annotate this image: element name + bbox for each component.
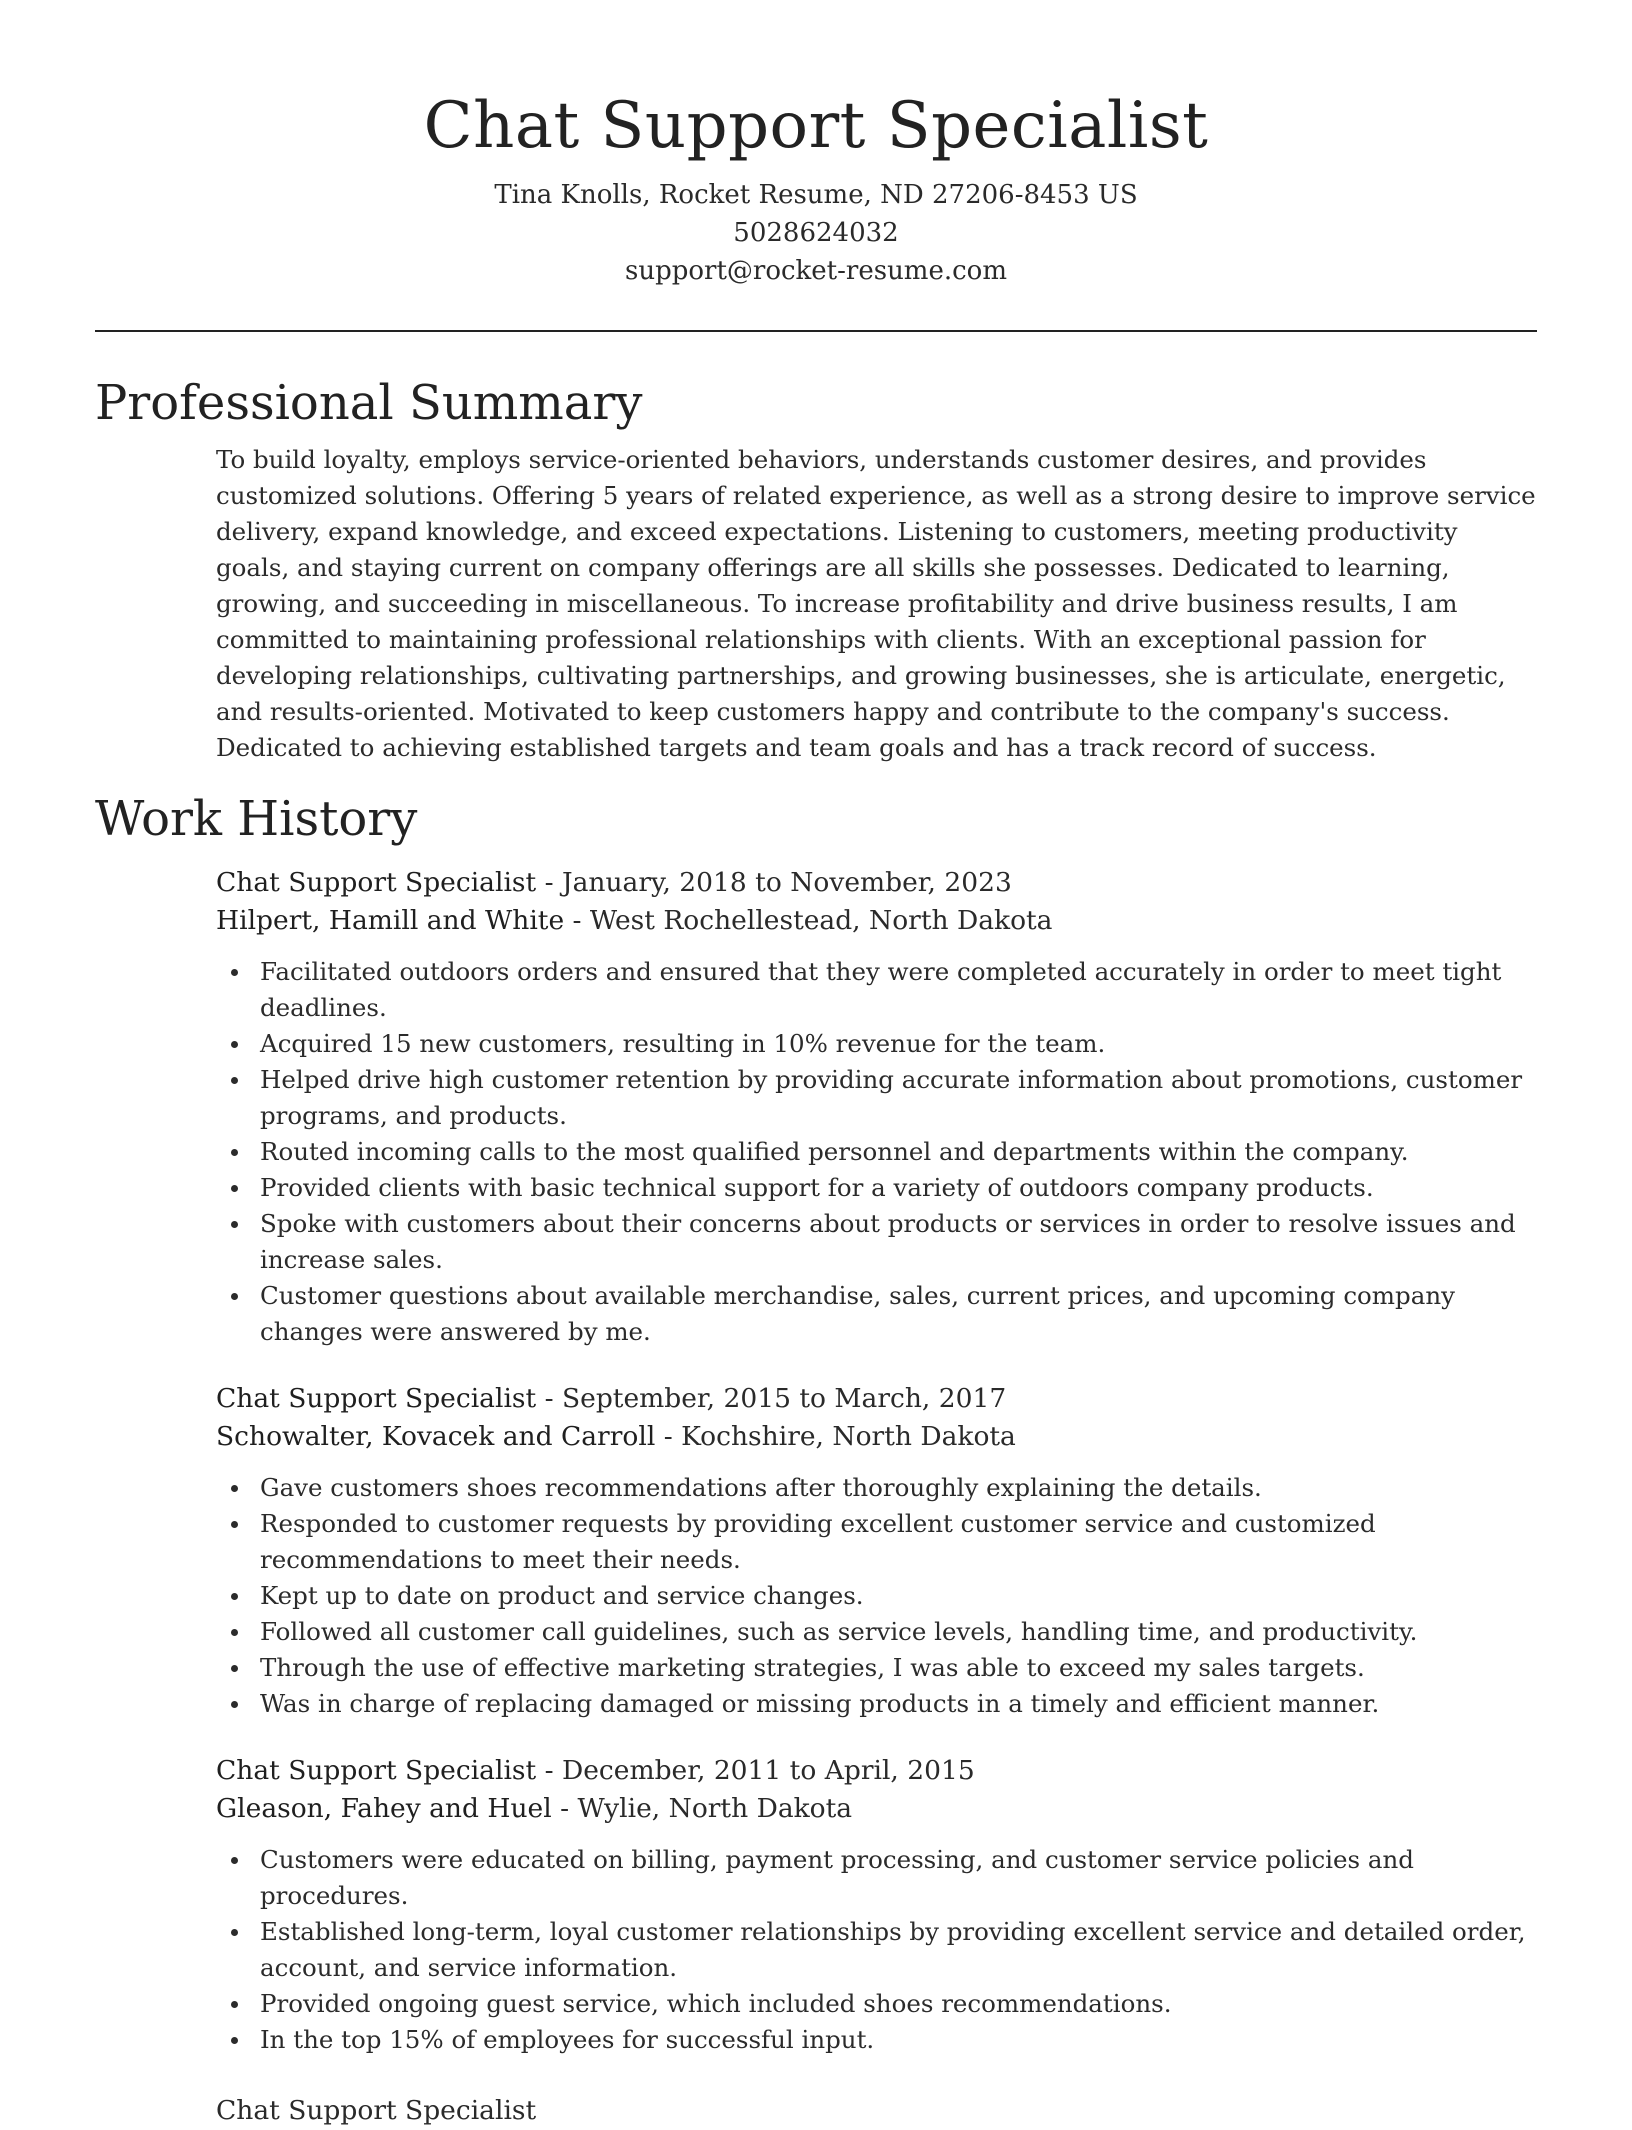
job-location: - West Rochellestead, North Dakota (564, 905, 1053, 936)
job-entry (216, 1752, 1537, 2058)
resume-page (95, 0, 1537, 2058)
job-company: Hilpert, Hamill and White (216, 905, 565, 936)
list-item (216, 1170, 1537, 1206)
list-item (216, 1062, 1537, 1134)
next-job-title-partial: Chat Support Specialist (216, 2095, 537, 2126)
bullet-dot-icon (231, 1041, 238, 1048)
job-title-line (216, 1380, 1537, 1418)
job-title: Chat Support Specialist (216, 1755, 537, 1786)
job-bullet-list (216, 1470, 1537, 1722)
job-title: Chat Support Specialist (216, 867, 537, 898)
list-item (216, 1134, 1537, 1170)
list-item (216, 1026, 1537, 1062)
list-item (216, 1650, 1537, 1686)
bullet-text: Was in charge of replacing damaged or missing products in a timely and efficient manner. (260, 1689, 1380, 1718)
list-item (216, 1842, 1537, 1914)
job-company: Gleason, Fahey and Huel (216, 1793, 552, 1824)
contact-block (95, 176, 1537, 290)
resume-title: Chat Support Specialist (423, 89, 1209, 163)
header-divider (95, 330, 1537, 332)
bullet-dot-icon (231, 1857, 238, 1864)
job-entry (216, 1380, 1537, 1722)
bullet-dot-icon (231, 1665, 238, 1672)
bullet-dot-icon (231, 1929, 238, 1936)
bullet-dot-icon (231, 1593, 238, 1600)
job-company-line (216, 1418, 1537, 1456)
bullet-dot-icon (231, 1293, 238, 1300)
list-item (216, 1686, 1537, 1722)
bullet-dot-icon (231, 969, 238, 976)
summary-heading: Professional Summary (95, 375, 643, 431)
bullet-text: Facilitated outdoors orders and ensured that they were completed accurately in order to meet tight deadlines. (260, 957, 1502, 1022)
list-item (216, 1470, 1537, 1506)
job-company-line (216, 1790, 1537, 1828)
bullet-dot-icon (231, 1701, 238, 1708)
job-entry (216, 864, 1537, 1350)
job-title-line (216, 1752, 1537, 1790)
contact-address: Tina Knolls, Rocket Resume, ND 27206-8453 US (494, 180, 1138, 210)
bullet-text: Customer questions about available merchandise, sales, current prices, and upcoming company changes were answered by me. (260, 1281, 1455, 1346)
resume-header (95, 0, 1537, 290)
bullet-text: Kept up to date on product and service changes. (260, 1581, 864, 1610)
contact-phone: 5028624032 (733, 218, 899, 248)
bullet-dot-icon (231, 2037, 238, 2044)
bullet-dot-icon (231, 2001, 238, 2008)
bullet-text: Followed all customer call guidelines, such as service levels, handling time, and productivity. (260, 1617, 1418, 1646)
work-history-heading: Work History (95, 791, 418, 847)
bullet-text: Customers were educated on billing, payment processing, and customer service policies and procedures. (260, 1845, 1414, 1910)
bullet-text: Through the use of effective marketing strategies, I was able to exceed my sales targets. (260, 1653, 1365, 1682)
job-title-line (216, 864, 1537, 902)
bullet-text: Helped drive high customer retention by providing accurate information about promotions, customer programs, and products. (260, 1065, 1523, 1130)
bullet-dot-icon (231, 1149, 238, 1156)
job-title: Chat Support Specialist (216, 1383, 537, 1414)
list-item (216, 1206, 1537, 1278)
bullet-text: Responded to customer requests by providing excellent customer service and customized recommendations to meet their needs. (260, 1509, 1376, 1574)
bullet-text: Gave customers shoes recommendations after thoroughly explaining the details. (260, 1473, 1262, 1502)
job-location: - Kochshire, North Dakota (655, 1421, 1016, 1452)
bullet-dot-icon (231, 1185, 238, 1192)
bullet-text: In the top 15% of employees for successful input. (260, 2025, 875, 2054)
contact-email: support@rocket-resume.com (624, 256, 1007, 286)
bullet-dot-icon (231, 1077, 238, 1084)
job-bullet-list (216, 1842, 1537, 2058)
list-item (216, 1578, 1537, 1614)
list-item (216, 1506, 1537, 1578)
job-bullet-list (216, 954, 1537, 1350)
bullet-text: Routed incoming calls to the most qualified personnel and departments within the company. (260, 1137, 1409, 1166)
job-dates: - January, 2018 to November, 2023 (536, 867, 1012, 898)
bullet-text: Established long-term, loyal customer relationships by providing excellent service and detailed order, account, and service information. (260, 1917, 1526, 1982)
list-item (216, 1986, 1537, 2022)
list-item (216, 954, 1537, 1026)
bullet-text: Spoke with customers about their concerns about products or services in order to resolve issues and increase sales. (260, 1209, 1516, 1274)
job-location: - Wylie, North Dakota (551, 1793, 853, 1824)
list-item (216, 2022, 1537, 2058)
bullet-dot-icon (231, 1521, 238, 1528)
job-company: Schowalter, Kovacek and Carroll (216, 1421, 656, 1452)
bullet-dot-icon (231, 1485, 238, 1492)
bullet-text: Provided clients with basic technical support for a variety of outdoors company products. (260, 1173, 1374, 1202)
job-dates: - December, 2011 to April, 2015 (536, 1755, 975, 1786)
list-item (216, 1614, 1537, 1650)
list-item (216, 1914, 1537, 1986)
job-company-line (216, 902, 1537, 940)
summary-text: To build loyalty, employs service-oriented behaviors, understands customer desires, and provides customized solutions. Offering 5 years of related experience, as well as a strong desire to improve service delivery, expand knowledge, and exceed expectations. Listening to customers, meeting productivity goals, and staying current on company offerings are all skills she possesses. Dedicated to learning, growing, and succeeding in miscellaneous. To increase profitability and drive business results, I am committed to maintaining professional relationships with clients. With an exceptional passion for developing relationships, cultivating partnerships, and growing businesses, she is articulate, energetic, and results-oriented. Motivated to keep customers happy and contribute to the company's success. Dedicated to achieving established targets and team goals and has a track record of success. (216, 445, 1536, 762)
job-dates: - September, 2015 to March, 2017 (536, 1383, 1007, 1414)
work-history-list (95, 864, 1537, 2058)
bullet-text: Provided ongoing guest service, which included shoes recommendations. (260, 1989, 1172, 2018)
bullet-dot-icon (231, 1629, 238, 1636)
bullet-text: Acquired 15 new customers, resulting in 10% revenue for the team. (260, 1029, 1106, 1058)
bullet-dot-icon (231, 1221, 238, 1228)
list-item (216, 1278, 1537, 1350)
